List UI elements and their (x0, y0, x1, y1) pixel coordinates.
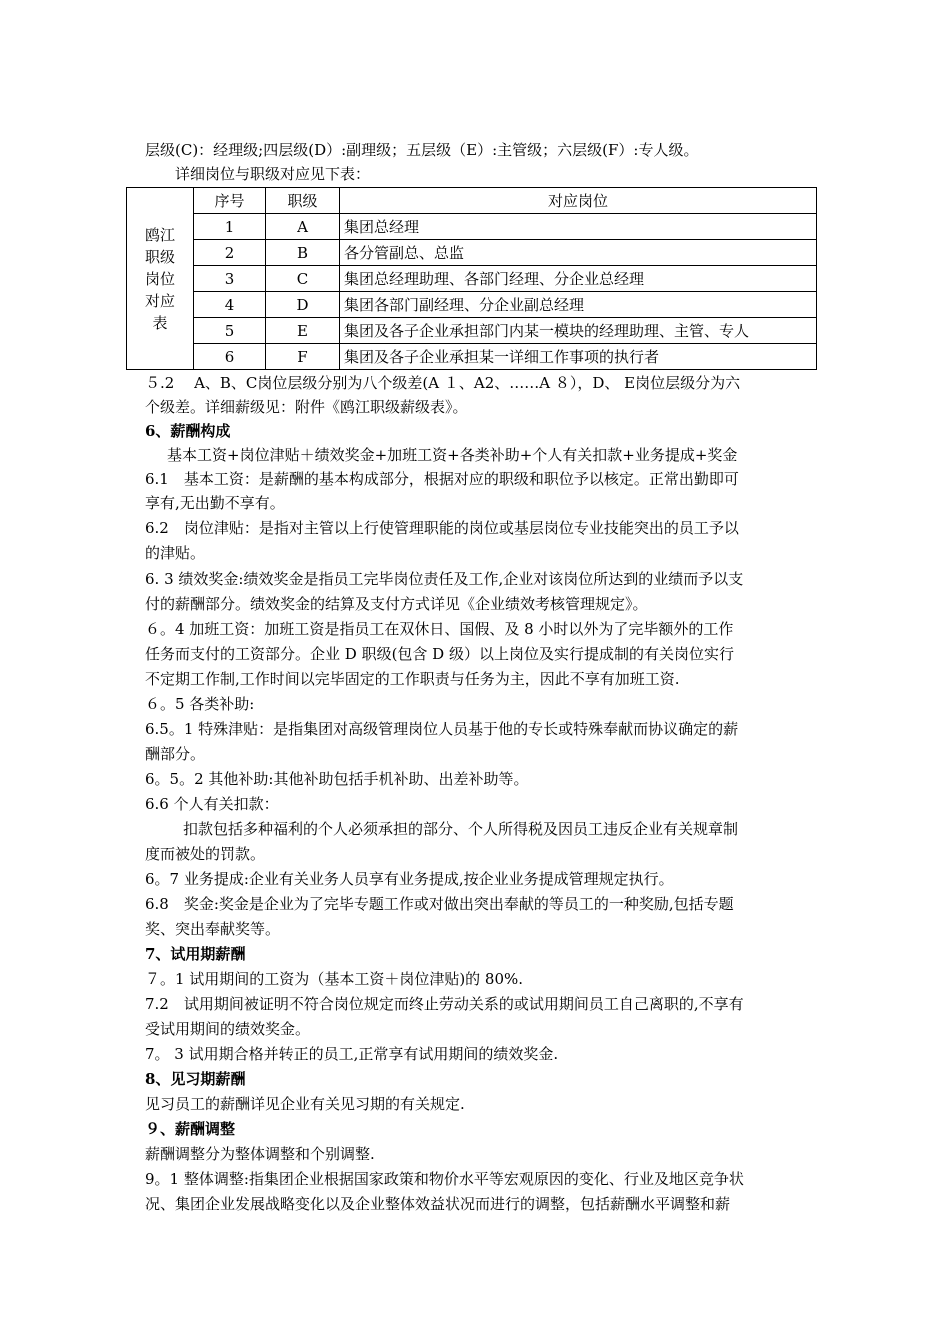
table-row (127, 344, 817, 370)
table-row (127, 214, 817, 240)
body-line: 任务而支付的工资部分。企业 D 职级(包含 D 级）以上岗位及实行提成制的有关岗位实行 (145, 645, 734, 663)
table-header-row (127, 188, 817, 214)
section-heading: 8、见习期薪酬 (145, 1070, 246, 1088)
body-line: 6。5。2 其他补助:其他补助包括手机补助、出差补助等。 (145, 770, 529, 788)
cell-no: 3 (194, 266, 266, 292)
body-line: 的津贴。 (145, 544, 206, 562)
body-line: ７。1 试用期间的工资为（基本工资＋岗位津贴)的 80%. (145, 970, 524, 988)
body-line: 奖、突出奉献奖等。 (145, 920, 281, 938)
section-heading: 6、薪酬构成 (145, 422, 231, 440)
body-line: ６。5 各类补助: (145, 695, 255, 713)
body-line: ５.2 A、B、C岗位层级分别为八个级差(A １、A2、……A ８），D、 E岗位层级分为六 (145, 374, 741, 392)
table-row (127, 318, 817, 344)
cell-post: 集团及各子企业承担部门内某一模块的经理助理、主管、专人 (340, 318, 817, 344)
cell-grade: A (266, 214, 340, 240)
intro-line-1: 层级(C)：经理级;四层级(D）:副理级；五层级（E）:主管级；六层级(F）:专人级。 (145, 141, 699, 159)
body-line: 6.5。1 特殊津贴：是指集团对高级管理岗位人员基于他的专长或特殊奉献而协议确定的薪 (145, 720, 739, 738)
cell-no: 4 (194, 292, 266, 318)
cell-no: 1 (194, 214, 266, 240)
side-label-line: 对应 (144, 291, 175, 310)
table-side-label (127, 188, 194, 370)
body-line: 6.1 基本工资：是薪酬的基本构成部分，根据对应的职级和职位予以核定。正常出勤即可 (145, 470, 739, 488)
header-grade: 职级 (266, 188, 340, 214)
body-line: 况、集团企业发展战略变化以及企业整体效益状况而进行的调整，包括薪酬水平调整和薪 (145, 1195, 731, 1213)
body-line: 6.2 岗位津贴：是指对主管以上行使管理职能的岗位或基层岗位专业技能突出的员工予以 (145, 519, 739, 537)
table-row (127, 266, 817, 292)
side-label-line: 职级 (144, 247, 175, 266)
body-line: 6.6 个人有关扣款： (145, 795, 279, 813)
header-post: 对应岗位 (340, 188, 817, 214)
section-heading: ９、薪酬调整 (145, 1120, 236, 1138)
cell-post: 集团各部门副经理、分企业副总经理 (340, 292, 817, 318)
cell-grade: D (266, 292, 340, 318)
cell-no: 6 (194, 344, 266, 370)
side-label-line: 表 (152, 313, 168, 332)
body-line: 享有,无出勤不享有。 (145, 494, 285, 512)
body-line: 受试用期间的绩效奖金。 (145, 1020, 311, 1038)
body-line: 酬部分。 (145, 745, 206, 763)
header-no: 序号 (194, 188, 266, 214)
cell-grade: E (266, 318, 340, 344)
cell-grade: F (266, 344, 340, 370)
grade-post-table (126, 187, 817, 370)
cell-post: 集团总经理 (340, 214, 817, 240)
body-line: ６。4 加班工资：加班工资是指员工在双休日、国假、及 8 小时以外为了完毕额外的工作 (145, 620, 734, 638)
section-heading: 7、试用期薪酬 (145, 945, 246, 963)
body-line: 扣款包括多种福利的个人必须承担的部分、个人所得税及因员工违反企业有关规章制 (183, 820, 739, 838)
body-line: 7。 3 试用期合格并转正的员工,正常享有试用期间的绩效奖金. (145, 1045, 559, 1063)
body-line: 度而被处的罚款。 (145, 845, 266, 863)
body-line: 个级差。详细薪级见：附件《鸥江职级薪级表》。 (145, 398, 468, 416)
body-line: 基本工资+岗位津贴＋绩效奖金+加班工资+各类补助+个人有关扣款+业务提成+奖金 (167, 446, 738, 464)
side-label-line: 鸥江 (144, 225, 175, 244)
table-row (127, 292, 817, 318)
body-line: 6.8 奖金:奖金是企业为了完毕专题工作或对做出突出奉献的等员工的一种奖励,包括专题 (145, 895, 734, 913)
body-line: 见习员工的薪酬详见企业有关见习期的有关规定. (145, 1095, 465, 1113)
body-line: 不定期工作制,工作时间以完毕固定的工作职责与任务为主，因此不享有加班工资. (145, 670, 680, 688)
cell-grade: B (266, 240, 340, 266)
body-line: 6. 3 绩效奖金:绩效奖金是指员工完毕岗位责任及工作,企业对该岗位所达到的业绩而予以支 (145, 570, 744, 588)
body-line: 薪酬调整分为整体调整和个别调整. (145, 1145, 375, 1163)
cell-post: 集团总经理助理、各部门经理、分企业总经理 (340, 266, 817, 292)
cell-post: 集团及各子企业承担某一详细工作事项的执行者 (340, 344, 817, 370)
cell-grade: C (266, 266, 340, 292)
body-line: 付的薪酬部分。绩效奖金的结算及支付方式详见《企业绩效考核管理规定》。 (145, 595, 648, 613)
cell-no: 5 (194, 318, 266, 344)
side-label-line: 岗位 (144, 269, 175, 288)
cell-no: 2 (194, 240, 266, 266)
intro-line-2: 详细岗位与职级对应见下表： (175, 165, 371, 183)
body-line: 7.2 试用期间被证明不符合岗位规定而终止劳动关系的或试用期间员工自己离职的,不享有 (145, 995, 744, 1013)
cell-post: 各分管副总、总监 (340, 240, 817, 266)
body-line: 9。1 整体调整:指集团企业根据国家政策和物价水平等宏观原因的变化、行业及地区竞争状 (145, 1170, 744, 1188)
body-line: 6。7 业务提成:企业有关业务人员享有业务提成,按企业业务提成管理规定执行。 (145, 870, 674, 888)
table-row (127, 240, 817, 266)
